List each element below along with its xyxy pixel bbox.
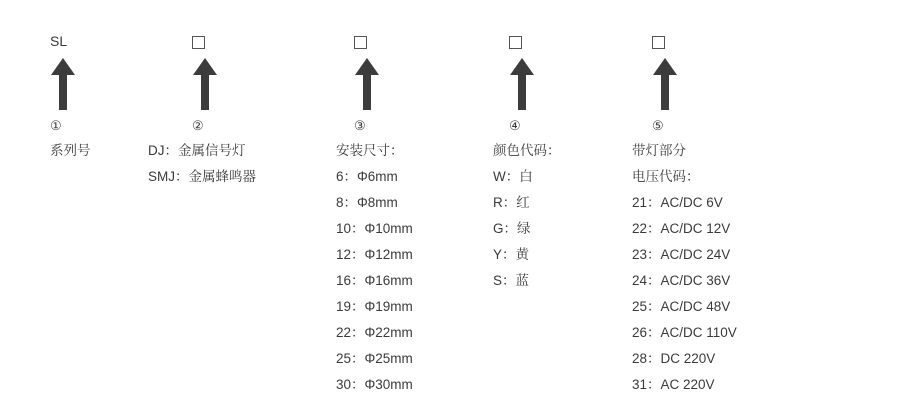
up-arrow-icon [50,58,76,110]
list-item: 30：Φ30mm [336,377,413,392]
empty-box-icon [354,36,367,49]
list-item: 25：Φ25mm [336,351,413,366]
list-item: 系列号 [50,143,91,158]
empty-box-icon [192,36,205,49]
callout-marker-3: ③ [354,118,366,133]
list-item: W：白 [493,169,533,184]
list-item: 安装尺寸： [336,143,404,158]
list-item: 6：Φ6mm [336,169,398,184]
up-arrow-icon [652,58,678,110]
code-segment-box-2 [140,30,310,52]
empty-box-icon [509,36,522,49]
arrow-container-3 [298,52,468,114]
list-item: 8：Φ8mm [336,195,398,210]
list-item: 16：Φ16mm [336,273,413,288]
list-item: 23：AC/DC 24V [632,247,731,262]
list-item: R：红 [493,195,530,210]
list-item: Y：黄 [493,247,530,262]
up-arrow-icon [192,58,218,110]
code-segment-label-1: SL [50,33,68,49]
list-item: 25：AC/DC 48V [632,299,731,314]
list-item: 22：AC/DC 12V [632,221,731,236]
code-column-2 [140,30,310,190]
list-item: 21：AC/DC 6V [632,195,723,210]
list-item: DJ：金属信号灯 [148,143,246,158]
callout-marker-5: ⑤ [652,118,664,133]
callout-marker-4: ④ [509,118,521,133]
code-segment-box-3 [298,30,468,52]
up-arrow-icon [354,58,380,110]
arrow-container-5 [600,52,770,114]
list-item: 26：AC/DC 110V [632,325,737,340]
list-item: 带灯部分 [632,143,686,158]
up-arrow-icon [509,58,535,110]
description-list-2 [140,138,310,190]
list-item: 10：Φ10mm [336,221,413,236]
description-list-3 [298,138,468,398]
list-item: S：蓝 [493,273,530,288]
list-item: 31：AC 220V [632,377,715,392]
code-column-5 [600,30,770,398]
callout-marker-1: ① [50,118,62,133]
callout-marker-2: ② [192,118,204,133]
list-item: 颜色代码： [493,143,561,158]
list-item: SMJ：金属蜂鸣器 [148,169,256,184]
list-item: 19：Φ19mm [336,299,413,314]
code-column-3 [298,30,468,398]
list-item: G：绿 [493,221,531,236]
list-item: 24：AC/DC 36V [632,273,731,288]
empty-box-icon [652,36,665,49]
list-item: 电压代码： [632,169,700,184]
list-item: 22：Φ22mm [336,325,413,340]
list-item: 28：DC 220V [632,351,716,366]
code-segment-box-5 [600,30,770,52]
description-list-5 [600,138,770,398]
arrow-container-2 [140,52,310,114]
list-item: 12：Φ12mm [336,247,413,262]
